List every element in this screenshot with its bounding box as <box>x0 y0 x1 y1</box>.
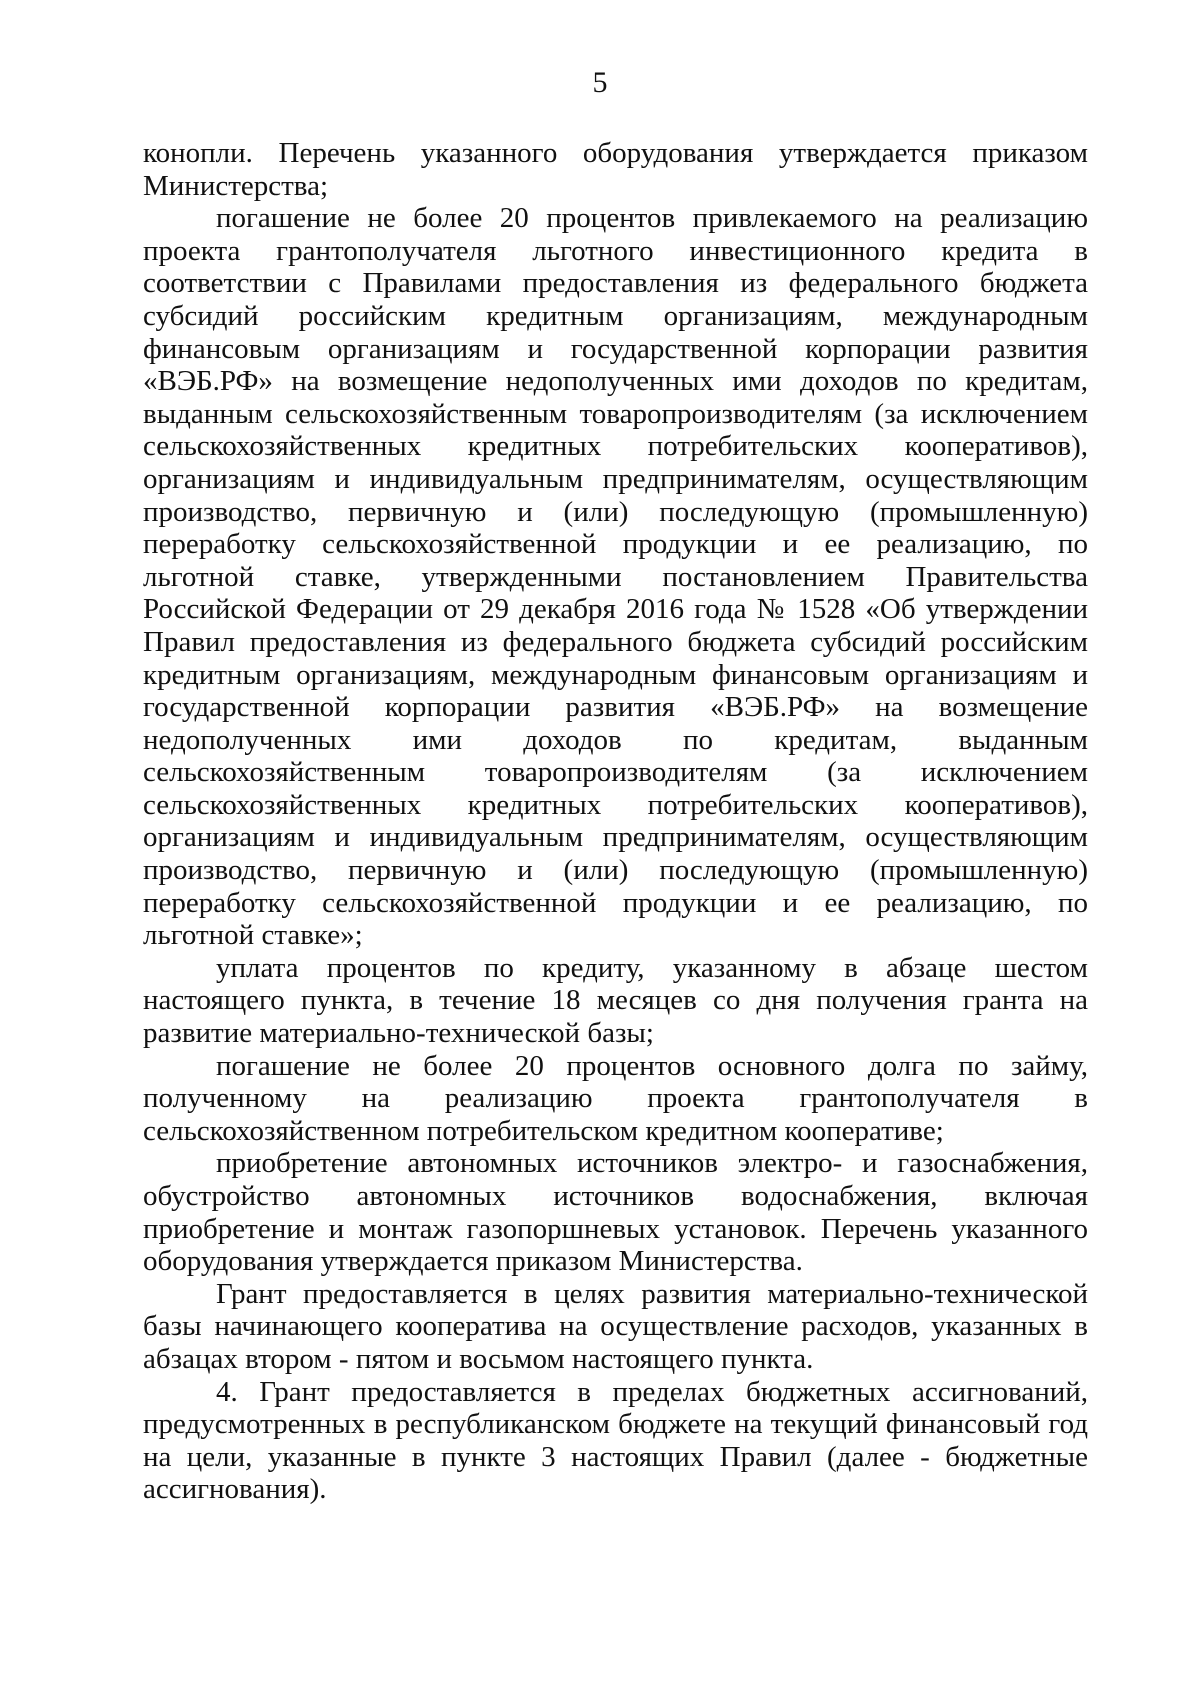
paragraph-debt-repayment: погашение не более 20 процентов основного долга по займу, полученному на реализацию проекта грантополучателя в сельскохозяйственном потребительском кредитном кооперативе; <box>143 1049 1088 1147</box>
paragraph-grant-purpose: Грант предоставляется в целях развития материально-технической базы начинающего кооператива на осуществление расходов, указанных в абзацах втором - пятом и восьмом настоящего пункта. <box>143 1277 1088 1375</box>
paragraph-item-4: 4. Грант предоставляется в пределах бюджетных ассигнований, предусмотренных в республиканском бюджете на текущий финансовый год на цели, указанные в пункте 3 настоящих Правил (далее - бюджетные ассигнования). <box>143 1375 1088 1506</box>
paragraph-autonomous-sources: приобретение автономных источников электро- и газоснабжения, обустройство автономных источников водоснабжения, включая приобретение и монтаж газопоршневых установок. Перечень указанного оборудования утверждается приказом Министерства. <box>143 1147 1088 1278</box>
document-body <box>143 137 1088 1506</box>
paragraph-interest-payment: уплата процентов по кредиту, указанному в абзаце шестом настоящего пункта, в течение 18 месяцев со дня получения гранта на развитие материально-технической базы; <box>143 951 1088 1050</box>
paragraph-continuation: конопли. Перечень указанного оборудования утверждается приказом Министерства; <box>143 137 1088 202</box>
page-number: 5 <box>592 66 608 99</box>
paragraph-loan-repayment: погашение не более 20 процентов привлекаемого на реализацию проекта грантополучателя льготного инвестиционного кредита в соответствии с Правилами предоставления из федерального бюджета субсидий российским кредитным организациям, международным финансовым организациям и государственной корпорации развития «ВЭБ.РФ» на возмещение недополученных ими доходов по кредитам, выданным сельскохозяйственным товаропроизводителям (за исключением сельскохозяйственных кредитных потребительских кооперативов), организациям и индивидуальным предпринимателям, осуществляющим производство, первичную и (или) последующую (промышленную) переработку сельскохозяйственной продукции и ее реализацию, по льготной ставке, утвержденными постановлением Правительства Российской Федерации от 29 декабря 2016 года № 1528 «Об утверждении Правил предоставления из федерального бюджета субсидий российским кредитным организациям, международным финансовым организациям и государственной корпорации развития «ВЭБ.РФ» на возмещение недополученных ими доходов по кредитам, выданным сельскохозяйственным товаропроизводителям (за исключением сельскохозяйственных кредитных потребительских кооперативов), организациям и индивидуальным предпринимателям, осуществляющим производство, первичную и (или) последующую (промышленную) переработку сельскохозяйственной продукции и ее реализацию, по льготной ставке»; <box>143 202 1088 952</box>
